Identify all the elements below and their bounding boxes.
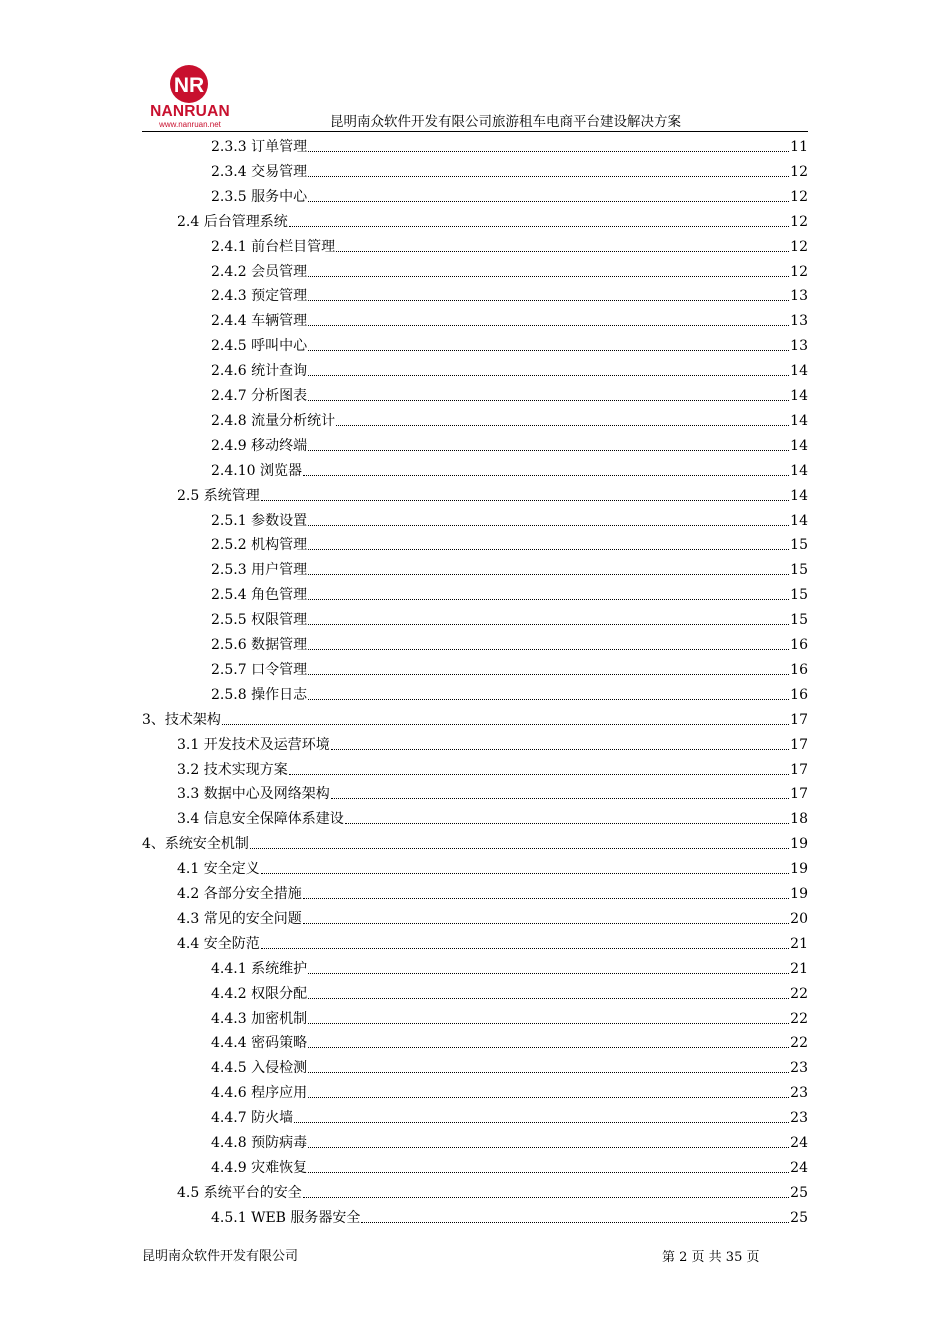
toc-entry-title: 4、系统安全机制 [142, 836, 249, 853]
toc-entry-title: 2.5.4 角色管理 [211, 587, 308, 604]
logo-wordmark: NANRUAN [150, 103, 230, 120]
toc-entry-title: 4.4.4 密码策略 [211, 1035, 308, 1052]
toc-entry[interactable] [211, 1055, 808, 1077]
toc-entry-title: 3.1 开发技术及运营环境 [177, 736, 330, 753]
toc-entry[interactable] [211, 956, 808, 978]
toc-entry[interactable] [211, 458, 808, 480]
toc-entry-page: 17 [790, 786, 808, 803]
toc-dot-leader [345, 822, 789, 824]
toc-entry-title: 2.4.1 前台栏目管理 [211, 238, 336, 255]
toc-dot-leader [308, 1146, 789, 1148]
toc-dot-leader [361, 1221, 789, 1223]
toc-entry-page: 20 [790, 910, 808, 927]
toc-entry-page: 16 [790, 661, 808, 678]
toc-entry[interactable] [177, 209, 808, 231]
toc-entry-page: 18 [790, 811, 808, 828]
toc-entry-page: 19 [790, 886, 808, 902]
footer-company: 昆明南众软件开发有限公司 [142, 1249, 299, 1264]
toc-entry[interactable] [177, 732, 808, 754]
toc-entry-title: 4.4.5 入侵检测 [211, 1060, 308, 1077]
toc-entry-page: 12 [790, 163, 808, 180]
toc-entry-title: 3.3 数据中心及网络架构 [177, 786, 330, 803]
toc-dot-leader [261, 872, 789, 874]
toc-dot-leader [331, 748, 789, 750]
toc-entry-page: 14 [790, 437, 808, 454]
nr-logo-icon [166, 64, 212, 104]
toc-entry-page: 16 [790, 637, 808, 653]
toc-entry-page: 13 [790, 313, 808, 330]
toc-dot-leader [308, 673, 789, 675]
toc-entry-page: 14 [790, 487, 808, 504]
toc-dot-leader [308, 1022, 789, 1024]
toc-entry-page: 14 [790, 462, 808, 479]
toc-entry-page: 14 [790, 388, 808, 404]
toc-entry[interactable] [211, 234, 808, 256]
toc-dot-leader [308, 972, 789, 974]
toc-entry[interactable] [211, 358, 808, 380]
toc-entry[interactable] [211, 383, 808, 405]
toc-dot-leader [222, 723, 789, 725]
toc-dot-leader [308, 524, 789, 526]
toc-entry[interactable] [177, 1180, 808, 1202]
toc-entry-page: 13 [790, 338, 808, 355]
toc-dot-leader [331, 797, 789, 799]
toc-entry-title: 2.5.6 数据管理 [211, 637, 308, 653]
toc-entry-page: 22 [790, 1010, 808, 1027]
toc-entry-title: 2.5.3 用户管理 [211, 562, 308, 579]
toc-entry-page: 15 [790, 537, 808, 554]
toc-entry-page: 11 [790, 139, 808, 155]
toc-dot-leader [308, 1071, 789, 1073]
toc-entry[interactable] [177, 906, 808, 928]
toc-entry[interactable] [211, 408, 808, 430]
toc-entry[interactable] [211, 1030, 808, 1052]
toc-entry-title: 2.5.5 权限管理 [211, 612, 308, 629]
toc-entry[interactable] [211, 1006, 808, 1028]
toc-entry-page: 25 [790, 1184, 808, 1201]
toc-dot-leader [308, 623, 789, 625]
toc-dot-leader [308, 299, 789, 301]
toc-entry-title: 4.4.1 系统维护 [211, 960, 308, 977]
toc-dot-leader [308, 1096, 789, 1098]
toc-entry-page: 15 [790, 587, 808, 604]
toc-entry[interactable] [211, 607, 808, 629]
toc-entry-title: 4.1 安全定义 [177, 861, 260, 878]
toc-entry-page: 21 [790, 935, 808, 952]
toc-dot-leader [303, 474, 789, 476]
toc-entry-title: 4.4 安全防范 [177, 935, 260, 952]
toc-dot-leader [308, 698, 789, 700]
toc-entry-page: 22 [790, 1035, 808, 1052]
toc-entry-title: 3.2 技术实现方案 [177, 761, 288, 778]
toc-dot-leader [289, 773, 789, 775]
toc-entry-page: 25 [790, 1209, 808, 1226]
toc-entry-page: 16 [790, 686, 808, 703]
toc-entry-page: 17 [790, 711, 808, 728]
toc-entry-page: 21 [790, 960, 808, 977]
toc-entry[interactable] [142, 707, 808, 729]
toc-entry-page: 22 [790, 985, 808, 1002]
toc-entry[interactable] [177, 856, 808, 878]
toc-entry-title: 2.4.3 预定管理 [211, 288, 308, 305]
toc-entry-title: 4.5 系统平台的安全 [177, 1184, 302, 1201]
toc-entry-title: 4.4.7 防火墙 [211, 1110, 294, 1127]
toc-dot-leader [308, 275, 789, 277]
toc-entry-page: 14 [790, 363, 808, 380]
toc-dot-leader [308, 200, 789, 202]
toc-dot-leader [308, 548, 789, 550]
toc-entry-title: 4.2 各部分安全措施 [177, 886, 302, 902]
toc-dot-leader [308, 175, 789, 177]
toc-dot-leader [308, 1171, 789, 1173]
toc-dot-leader [308, 449, 789, 451]
toc-dot-leader [308, 997, 789, 999]
toc-dot-leader [308, 399, 789, 401]
toc-entry[interactable] [211, 333, 808, 355]
toc-entry[interactable] [211, 682, 808, 704]
toc-dot-leader [261, 499, 789, 501]
toc-entry-title: 2.4 后台管理系统 [177, 213, 288, 230]
toc-entry[interactable] [211, 981, 808, 1003]
toc-entry-page: 23 [790, 1060, 808, 1077]
toc-entry-title: 2.4.8 流量分析统计 [211, 412, 336, 429]
logo-url: www.nanruan.net [159, 120, 221, 129]
toc-entry-title: 2.5 系统管理 [177, 487, 260, 504]
toc-dot-leader [336, 424, 789, 426]
toc-entry[interactable] [177, 757, 808, 779]
toc-entry-title: 2.4.9 移动终端 [211, 437, 308, 454]
toc-entry-title: 4.4.6 程序应用 [211, 1085, 308, 1102]
toc-entry[interactable] [211, 632, 808, 654]
toc-entry-page: 23 [790, 1085, 808, 1102]
toc-entry-page: 14 [790, 412, 808, 429]
toc-entry-page: 19 [790, 861, 808, 878]
toc-entry-title: 4.4.9 灾难恢复 [211, 1159, 308, 1176]
toc-entry-title: 2.5.7 口令管理 [211, 661, 308, 678]
toc-entry-title: 2.4.7 分析图表 [211, 388, 308, 404]
toc-entry[interactable] [211, 259, 808, 281]
toc-entry-page: 17 [790, 736, 808, 753]
toc-dot-leader [336, 250, 789, 252]
toc-dot-leader [308, 374, 789, 376]
toc-dot-leader [303, 897, 789, 899]
toc-entry-title: 2.5.1 参数设置 [211, 512, 308, 529]
document-header-title: 昆明南众软件开发有限公司旅游租车电商平台建设解决方案 [330, 114, 681, 130]
toc-dot-leader [308, 324, 789, 326]
toc-entry-page: 17 [790, 761, 808, 778]
toc-entry-title: 4.4.3 加密机制 [211, 1010, 308, 1027]
toc-entry-page: 24 [790, 1159, 808, 1176]
toc-dot-leader [261, 947, 789, 949]
header-divider [142, 131, 808, 132]
toc-entry-title: 2.4.6 统计查询 [211, 363, 308, 380]
toc-entry[interactable] [211, 1130, 808, 1152]
toc-entry[interactable] [142, 831, 808, 853]
toc-entry[interactable] [211, 159, 808, 181]
toc-entry[interactable] [177, 931, 808, 953]
toc-dot-leader [308, 150, 789, 152]
toc-entry[interactable] [211, 657, 808, 679]
toc-entry-page: 14 [790, 512, 808, 529]
toc-dot-leader [308, 349, 789, 351]
toc-entry-title: 2.3.5 服务中心 [211, 188, 308, 205]
toc-entry-title: 2.4.4 车辆管理 [211, 313, 308, 330]
toc-dot-leader [303, 1196, 789, 1198]
toc-entry[interactable] [211, 184, 808, 206]
toc-dot-leader [294, 1121, 789, 1123]
toc-entry-page: 12 [790, 188, 808, 205]
toc-entry[interactable] [211, 283, 808, 305]
toc-entry-title: 4.4.2 权限分配 [211, 985, 308, 1002]
toc-entry-page: 12 [790, 213, 808, 230]
toc-entry-page: 12 [790, 238, 808, 255]
toc-entry-title: 2.4.5 呼叫中心 [211, 338, 308, 355]
toc-dot-leader [250, 847, 789, 849]
toc-entry-page: 13 [790, 288, 808, 305]
toc-entry-title: 4.3 常见的安全问题 [177, 910, 302, 927]
toc-entry-page: 24 [790, 1135, 808, 1151]
footer-page-number: 第 2 页 共 35 页 [662, 1250, 760, 1265]
toc-entry-title: 3.4 信息安全保障体系建设 [177, 811, 344, 828]
toc-entry-title: 2.3.3 订单管理 [211, 139, 308, 155]
toc-entry-page: 19 [790, 836, 808, 853]
toc-entry[interactable] [211, 508, 808, 530]
toc-entry-title: 2.5.8 操作日志 [211, 686, 308, 703]
toc-entry-title: 2.5.2 机构管理 [211, 537, 308, 554]
toc-entry-page: 15 [790, 562, 808, 579]
toc-dot-leader [308, 648, 789, 650]
toc-entry-page: 15 [790, 612, 808, 629]
toc-dot-leader [308, 1046, 789, 1048]
toc-dot-leader [303, 922, 789, 924]
toc-entry-title: 4.4.8 预防病毒 [211, 1135, 308, 1151]
toc-entry[interactable] [211, 582, 808, 604]
toc-entry-page: 23 [790, 1110, 808, 1127]
toc-entry-title: 2.3.4 交易管理 [211, 163, 308, 180]
toc-entry[interactable] [211, 433, 808, 455]
toc-entry-title: 4.5.1 WEB 服务器安全 [211, 1209, 361, 1226]
toc-entry[interactable] [211, 532, 808, 554]
toc-entry[interactable] [211, 1155, 808, 1177]
logo-monogram: NR [173, 74, 205, 97]
company-logo [142, 64, 238, 132]
toc-entry[interactable] [211, 557, 808, 579]
toc-entry[interactable] [177, 781, 808, 803]
toc-entry[interactable] [177, 806, 808, 828]
toc-entry[interactable] [211, 1205, 808, 1227]
toc-entry[interactable] [211, 1105, 808, 1127]
toc-entry-title: 3、技术架构 [142, 711, 221, 728]
toc-entry[interactable] [211, 1080, 808, 1102]
toc-entry-title: 2.4.10 浏览器 [211, 462, 302, 479]
toc-entry[interactable] [211, 308, 808, 330]
toc-dot-leader [308, 573, 789, 575]
toc-entry[interactable] [177, 881, 808, 903]
toc-dot-leader [308, 598, 789, 600]
toc-dot-leader [289, 225, 789, 227]
toc-entry[interactable] [177, 483, 808, 505]
toc-entry[interactable] [211, 134, 808, 156]
toc-entry-page: 12 [790, 263, 808, 280]
toc-entry-title: 2.4.2 会员管理 [211, 263, 308, 280]
